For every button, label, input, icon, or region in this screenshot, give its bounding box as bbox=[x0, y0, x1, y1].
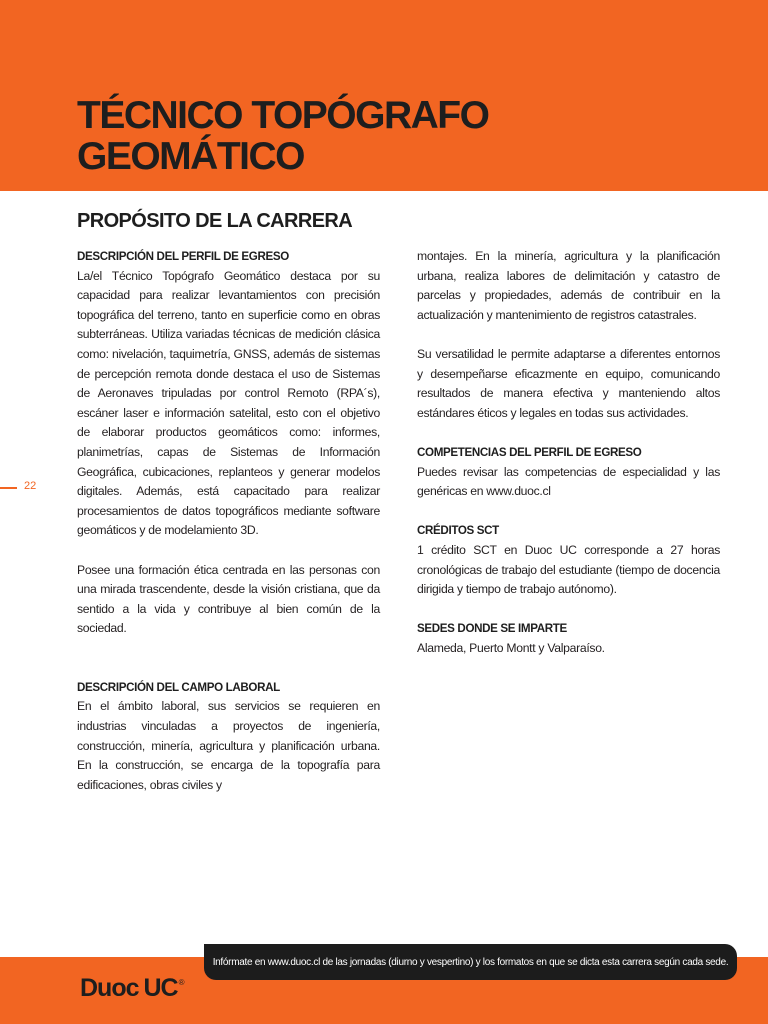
campo-laboral-paragraph-1-continued: montajes. En la minería, agricultura y la planificación urbana, realiza labores de delimitación y catastro de parcelas y propiedades, además de contribuir en la actualización y mantenimiento de registros catastrales. bbox=[417, 249, 720, 322]
sedes-heading: SEDES DONDE SE IMPARTE bbox=[417, 622, 567, 636]
creditos-sct-heading: CRÉDITOS SCT bbox=[417, 524, 499, 538]
page-marker bbox=[0, 478, 60, 498]
right-column bbox=[417, 247, 720, 658]
campo-laboral-heading: DESCRIPCIÓN DEL CAMPO LABORAL bbox=[77, 680, 280, 694]
title-line-1: TÉCNICO TOPÓGRAFO bbox=[77, 94, 489, 137]
left-column bbox=[77, 247, 380, 795]
competencias-text: Puedes revisar las competencias de especialidad y las genéricas en www.duoc.cl bbox=[417, 464, 720, 499]
section-title: PROPÓSITO DE LA CARRERA bbox=[77, 210, 353, 232]
creditos-sct-text: 1 crédito SCT en Duoc UC corresponde a 27 horas cronológicas de trabajo del estudiante (tiempo de docencia dirigida y tiempo de trabajo autónomo). bbox=[417, 542, 720, 597]
page-marker-line bbox=[0, 487, 17, 489]
competencias-heading: COMPETENCIAS DEL PERFIL DE EGRESO bbox=[417, 445, 642, 459]
registered-mark: ® bbox=[178, 978, 185, 987]
campo-laboral-paragraph-2: Su versatilidad le permite adaptarse a diferentes entornos y desempeñarse eficazmente en equipo, comunicando resultados de manera efectiva y manteniendo altos estándares éticos y legales en todas sus actividades. bbox=[417, 346, 720, 420]
page-number: 22 bbox=[24, 480, 37, 492]
perfil-egreso-paragraph-2: Posee una formación ética centrada en las personas con una mirada trascendente, desde la visión cristiana, que da sentido a la vida y contribuye al bien común de la sociedad. bbox=[77, 562, 380, 636]
logo-uc-text: UC bbox=[143, 974, 178, 1002]
perfil-egreso-heading: DESCRIPCIÓN DEL PERFIL DE EGRESO bbox=[77, 250, 289, 263]
info-banner-text: Infórmate en www.duoc.cl de las jornadas (diurno y vespertino) y los formatos en que se dicta esta carrera según cada sede. bbox=[212, 956, 729, 968]
logo-duoc-text: Duoc bbox=[80, 974, 139, 1002]
page-title bbox=[77, 95, 488, 177]
perfil-egreso-paragraph-1: La/el Técnico Topógrafo Geomático destaca por su capacidad para realizar levantamientos con precisión topográfica del terreno, tanto en superficie como en obras subterráneas. Utiliza variadas técnicas de medición clásica como: nivelación, taquimetría, GNSS, además de sistemas de percepción remota donde destaca el uso de Sistemas de Aeronaves tripuladas por control Remoto (RPA´s), escáner laser e información satelital, esto con el objetivo de elaborar productos geomáticos como: informes, planimetrías, capas de Sistemas de Información Geográfica, cubicaciones, replanteos y generar modelos digitales. Además, está capacitado para realizar procesamientos de datos topográficos mediante software geomáticos y de modelamiento 3D. bbox=[77, 268, 380, 538]
info-banner bbox=[204, 944, 737, 980]
campo-laboral-paragraph-1: En el ámbito laboral, sus servicios se requieren en industrias vinculadas a proyectos de ingeniería, construcción, minería, agricultura y planificación urbana. En la construcción, se encarga de la topografía para edificaciones, obras civiles y bbox=[77, 699, 380, 792]
title-line-2: GEOMÁTICO bbox=[77, 135, 304, 178]
duoc-uc-logo bbox=[80, 974, 185, 1008]
sedes-text: Alameda, Puerto Montt y Valparaíso. bbox=[417, 640, 605, 655]
